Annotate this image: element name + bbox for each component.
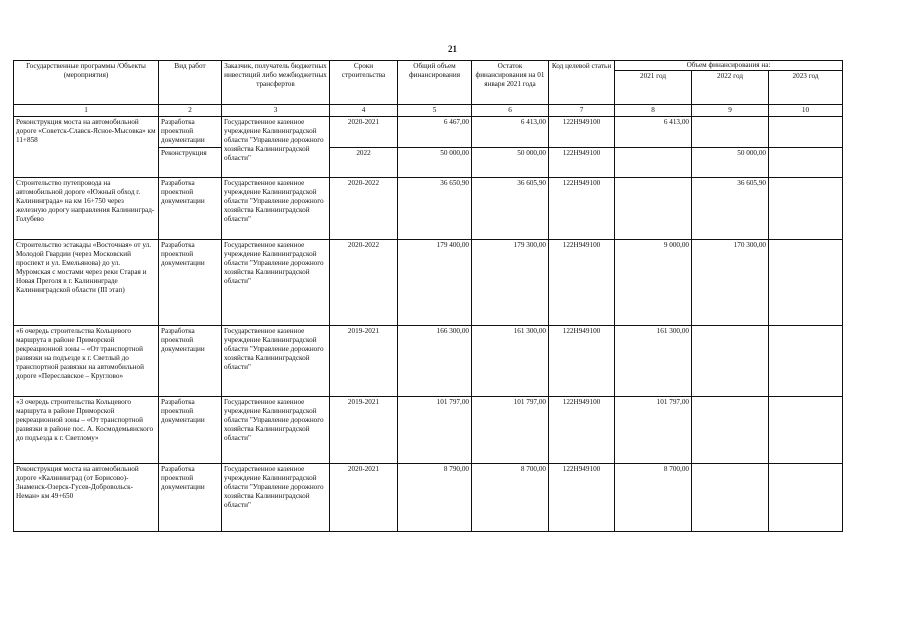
work-type: Разработка проектной документации [159,240,222,326]
amount-2021: 9 000,00 [615,240,692,326]
amount-2022: 36 605,90 [692,178,769,240]
header-2022: 2022 год [692,71,769,105]
col-number: 8 [615,105,692,117]
amount-2023 [769,148,843,178]
table-row [14,240,843,326]
table-row [14,117,843,148]
period: 2019-2021 [330,397,398,464]
rest: 6 413,00 [472,117,549,148]
col-number: 7 [549,105,615,117]
col-number: 5 [398,105,472,117]
header-2023: 2023 год [769,71,843,105]
amount-2022: 50 000,00 [692,148,769,178]
col-number: 4 [330,105,398,117]
amount-2023 [769,464,843,532]
object-name: «6 очередь строительства Кольцевого маршрута в районе Приморской рекреационной зоны – «От транспортной развязки на подъезде к г. Светлый до транспортной развязки на автомобильной дороге «Переславское – Круглово» [14,326,159,397]
code: 122H949100 [549,148,615,178]
col-number: 3 [222,105,330,117]
code: 122H949100 [549,326,615,397]
amount-2021: 6 413,00 [615,117,692,148]
header-customer: Заказчик, получатель бюджетных инвестиций либо межбюджетных трансфертов [222,61,330,105]
total: 179 400,00 [398,240,472,326]
col-number: 1 [14,105,159,117]
table-row [14,397,843,464]
period: 2020-2021 [330,117,398,148]
header-rest: Остаток финансирования на 01 января 2021 года [472,61,549,105]
period: 2020-2022 [330,178,398,240]
header-code: Код целевой статьи [549,61,615,105]
header-row-1 [14,61,843,71]
customer: Государственное казенное учреждение Калининградской области "Управление дорожного хозяйства Калининградской области" [222,464,330,532]
work-type: Разработка проектной документации [159,464,222,532]
period: 2020-2022 [330,240,398,326]
col-number: 6 [472,105,549,117]
col-number: 9 [692,105,769,117]
amount-2021 [615,148,692,178]
col-number: 2 [159,105,222,117]
rest: 101 797,00 [472,397,549,464]
table-row [14,326,843,397]
total: 36 650,90 [398,178,472,240]
customer: Государственное казенное учреждение Калининградской области "Управление дорожного хозяйства Калининградской области" [222,326,330,397]
rest: 50 000,00 [472,148,549,178]
header-work-type: Вид работ [159,61,222,105]
work-type: Разработка проектной документации [159,326,222,397]
total: 101 797,00 [398,397,472,464]
amount-2023 [769,397,843,464]
object-name: Реконструкция моста на автомобильной дороге «Калининград (от Борисово)-Знаменск-Озерск-Гусев-Добровольск-Неман» км 49+650 [14,464,159,532]
code: 122H949100 [549,240,615,326]
object-name: Реконструкция моста на автомобильной дороге «Советск-Славск-Ясное-Мысовка» км 11+858 [14,117,159,178]
customer: Государственное казенное учреждение Калининградской области "Управление дорожного хозяйства Калининградской области" [222,117,330,178]
object-name: «3 очередь строительства Кольцевого маршрута в районе Приморской рекреационной зоны – «От транспортной развязки в районе пос. А. Космодемьянского до подъезда к г. Светлому» [14,397,159,464]
customer: Государственное казенное учреждение Калининградской области "Управление дорожного хозяйства Калининградской области" [222,397,330,464]
amount-2023 [769,117,843,148]
total: 8 790,00 [398,464,472,532]
amount-2021: 161 300,00 [615,326,692,397]
work-type: Разработка проектной документации [159,178,222,240]
total: 166 300,00 [398,326,472,397]
total: 50 000,00 [398,148,472,178]
period: 2020-2021 [330,464,398,532]
amount-2022 [692,397,769,464]
amount-2021 [615,178,692,240]
work-type: Разработка проектной документации [159,117,222,148]
work-type: Разработка проектной документации [159,397,222,464]
customer: Государственное казенное учреждение Калининградской области "Управление дорожного хозяйства Калининградской области" [222,178,330,240]
rest: 36 605,90 [472,178,549,240]
page-number: 21 [448,44,457,54]
header-period: Сроки строительства [330,61,398,105]
rest: 179 300,00 [472,240,549,326]
financing-table [13,60,843,532]
amount-2021: 101 797,00 [615,397,692,464]
object-name: Строительство путепровода на автомобильной дороге «Южный обход г. Калининграда» на км 16+750 через железную дорогу направления Калининград-Голубево [14,178,159,240]
period: 2019-2021 [330,326,398,397]
code: 122H949100 [549,117,615,148]
customer: Государственное казенное учреждение Калининградской области "Управление дорожного хозяйства Калининградской области" [222,240,330,326]
rest: 161 300,00 [472,326,549,397]
amount-2023 [769,178,843,240]
column-number-row [14,105,843,117]
period: 2022 [330,148,398,178]
work-type: Реконструкция [159,148,222,178]
code: 122H949100 [549,464,615,532]
amount-2022 [692,117,769,148]
amount-2022 [692,326,769,397]
amount-2022: 170 300,00 [692,240,769,326]
amount-2021: 8 700,00 [615,464,692,532]
total: 6 467,00 [398,117,472,148]
amount-2023 [769,326,843,397]
header-2021: 2021 год [615,71,692,105]
amount-2023 [769,240,843,326]
col-number: 10 [769,105,843,117]
table-row [14,464,843,532]
code: 122H949100 [549,397,615,464]
rest: 8 700,00 [472,464,549,532]
object-name: Строительство эстакады «Восточная» от ул. Молодой Гвардии (через Московский проспект и ул. Емельянова) до ул. Муромская с мостами через реки Старая и Новая Преголя в г. Калининграде Калининградской области (III этап) [14,240,159,326]
table-row [14,178,843,240]
header-programs: Государственные программы /Объекты (мероприятия) [14,61,159,105]
header-total: Общий объем финансирования [398,61,472,105]
amount-2022 [692,464,769,532]
header-financing-group: Объем финансирования на: [615,61,843,71]
code: 122H949100 [549,178,615,240]
